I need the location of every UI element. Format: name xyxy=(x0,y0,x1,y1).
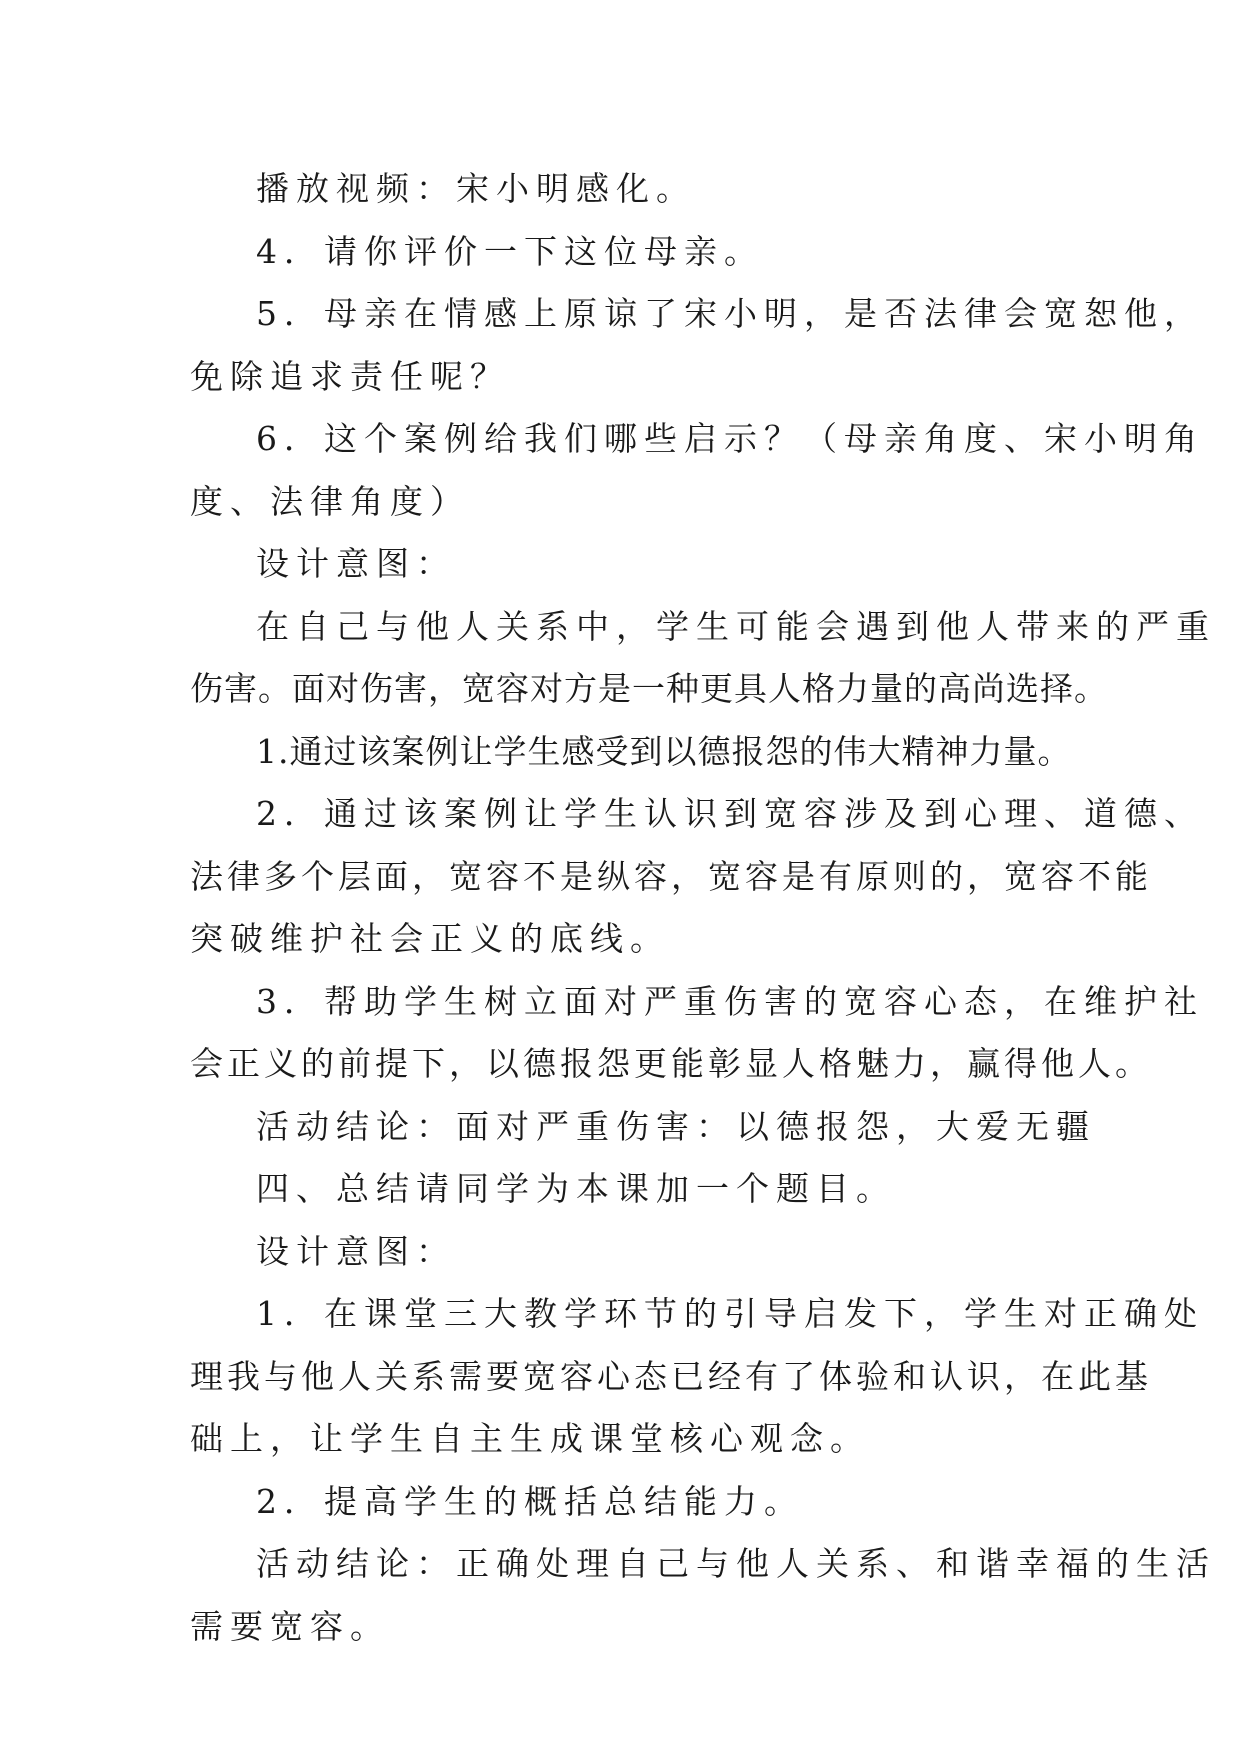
text-line: 活动结论：面对严重伤害：以德报怨，大爱无疆 xyxy=(256,1106,1096,1146)
text-line: 会正义的前提下，以德报怨更能彰显人格魅力，赢得他人。 xyxy=(190,1044,1152,1083)
text-line: 2．通过该案例让学生认识到宽容涉及到心理、道德、 xyxy=(256,794,1204,833)
text-line: 四、总结请同学为本课加一个题目。 xyxy=(256,1169,896,1208)
text-line: 需要宽容。 xyxy=(190,1606,390,1646)
text-line: 设计意图： xyxy=(256,544,456,583)
text-line: 础上，让学生自主生成课堂核心观念。 xyxy=(190,1419,870,1458)
text-line: 1.通过该案例让学生感受到以德报怨的伟大精神力量。 xyxy=(256,731,1072,771)
text-line: 伤害。面对伤害，宽容对方是一种更具人格力量的高尚选择。 xyxy=(190,669,1108,708)
text-line: 免除追求责任呢？ xyxy=(190,356,510,396)
text-line: 4．请你评价一下这位母亲。 xyxy=(256,231,764,271)
text-line: 活动结论：正确处理自己与他人关系、和谐幸福的生活 xyxy=(256,1544,1216,1583)
text-line: 播放视频：宋小明感化。 xyxy=(256,169,696,208)
text-line: 6．这个案例给我们哪些启示？（母亲角度、宋小明角 xyxy=(256,419,1204,458)
text-line: 2．提高学生的概括总结能力。 xyxy=(256,1481,804,1521)
text-line: 理我与他人关系需要宽容心态已经有了体验和认识，在此基 xyxy=(190,1356,1152,1396)
text-line: 设计意图： xyxy=(256,1231,456,1271)
text-line: 突破维护社会正义的底线。 xyxy=(190,919,670,958)
text-line: 在自己与他人关系中，学生可能会遇到他人带来的严重 xyxy=(256,606,1216,646)
text-line: 法律多个层面，宽容不是纵容，宽容是有原则的，宽容不能 xyxy=(190,856,1152,896)
text-line: 3．帮助学生树立面对严重伤害的宽容心态，在维护社 xyxy=(256,981,1204,1021)
document-body xyxy=(190,158,1216,1658)
text-line: 1．在课堂三大教学环节的引导启发下，学生对正确处 xyxy=(256,1294,1204,1333)
text-line: 度、法律角度） xyxy=(190,481,470,521)
text-line: 5．母亲在情感上原谅了宋小明，是否法律会宽恕他， xyxy=(256,294,1204,333)
